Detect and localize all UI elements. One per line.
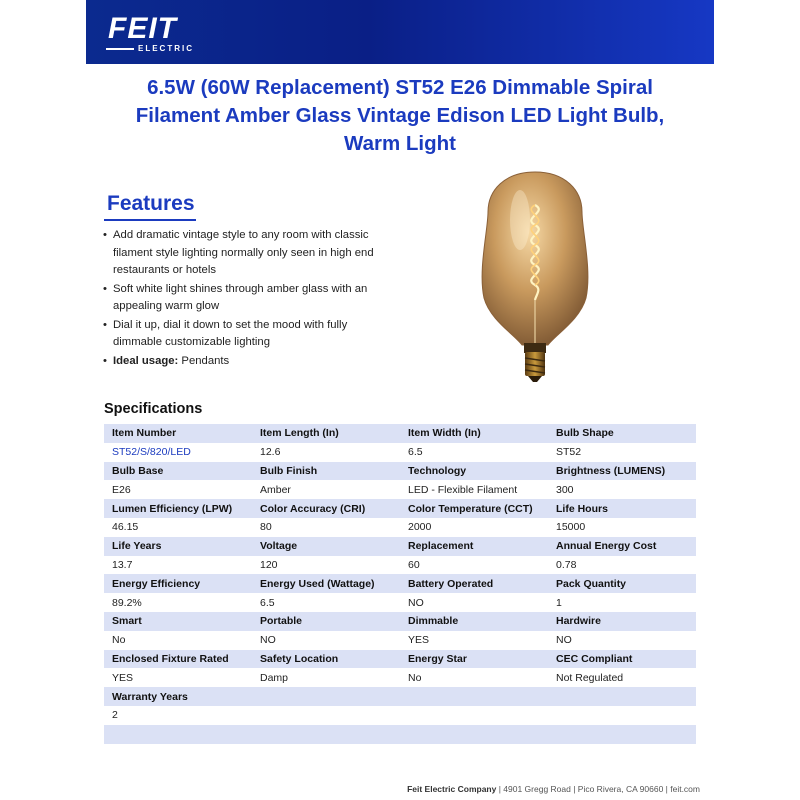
spec-value <box>104 443 252 462</box>
spec-label: Item Length (In) <box>252 424 400 443</box>
spec-label: Bulb Base <box>104 462 252 481</box>
spec-label-row <box>104 574 696 593</box>
item-number-link[interactable]: ST52/S/820/LED <box>112 446 191 459</box>
spec-empty-row <box>104 725 696 744</box>
spec-value: 6.5 <box>252 593 400 612</box>
spec-label: Technology <box>400 462 548 481</box>
spec-value <box>548 706 696 725</box>
spec-value-row <box>104 706 696 725</box>
spec-value: E26 <box>104 480 252 499</box>
spec-label: Warranty Years <box>104 687 252 706</box>
spec-label: Energy Used (Wattage) <box>252 574 400 593</box>
page-footer <box>370 784 700 794</box>
spec-label: Enclosed Fixture Rated <box>104 650 252 669</box>
features-list <box>103 227 383 371</box>
spec-value: Not Regulated <box>548 668 696 687</box>
spec-value-row <box>104 631 696 650</box>
feit-logo[interactable] <box>108 12 194 53</box>
spec-label-row <box>104 612 696 631</box>
spec-value: 80 <box>252 518 400 537</box>
spec-label <box>548 687 696 706</box>
footer-address: | 4901 Gregg Road | Pico Rivera, CA 90660 | <box>496 784 671 794</box>
spec-value: NO <box>400 593 548 612</box>
spec-value: NO <box>548 631 696 650</box>
spec-label: Voltage <box>252 537 400 556</box>
spec-value: No <box>104 631 252 650</box>
spec-label: Color Temperature (CCT) <box>400 499 548 518</box>
spec-value: 46.15 <box>104 518 252 537</box>
title-line: 6.5W (60W Replacement) ST52 E26 Dimmable Spiral <box>147 76 653 99</box>
feature-text: Dial it up, dial it down to set the mood with fully dimmable customizable lighting <box>113 318 348 348</box>
spec-value-row <box>104 668 696 687</box>
feature-text: Soft white light shines through amber glass with an appealing warm glow <box>113 282 368 312</box>
spec-value-row <box>104 593 696 612</box>
feature-text: Pendants <box>178 354 230 367</box>
title-line: Filament Amber Glass Vintage Edison LED Light Bulb, <box>135 104 665 127</box>
spec-label: Annual Energy Cost <box>548 537 696 556</box>
spec-label: Energy Star <box>400 650 548 669</box>
title-line: Warm Light <box>344 132 456 155</box>
spec-value: No <box>400 668 548 687</box>
spec-label: Safety Location <box>252 650 400 669</box>
spec-value <box>252 706 400 725</box>
spec-label <box>400 687 548 706</box>
spec-value: 1 <box>548 593 696 612</box>
spec-value: LED - Flexible Filament <box>400 480 548 499</box>
spec-value-row <box>104 556 696 575</box>
spec-value: ST52 <box>548 443 696 462</box>
specifications-heading: Specifications <box>104 401 203 417</box>
spec-value: NO <box>252 631 400 650</box>
spec-value: 13.7 <box>104 556 252 575</box>
spec-value: 120 <box>252 556 400 575</box>
features-heading: Features <box>107 192 195 215</box>
spec-label: Life Hours <box>548 499 696 518</box>
product-title <box>100 74 700 158</box>
spec-label: Item Number <box>104 424 252 443</box>
spec-value: 300 <box>548 480 696 499</box>
amber-led-bulb-image <box>470 160 600 390</box>
spec-value <box>400 706 548 725</box>
specifications-table <box>104 424 696 744</box>
spec-value: 0.78 <box>548 556 696 575</box>
spec-label: Replacement <box>400 537 548 556</box>
spec-value: 60 <box>400 556 548 575</box>
footer-company: Feit Electric Company <box>407 784 497 794</box>
spec-value-row <box>104 518 696 537</box>
spec-label <box>252 687 400 706</box>
spec-label: Pack Quantity <box>548 574 696 593</box>
feature-item <box>103 353 383 371</box>
spec-label: Brightness (LUMENS) <box>548 462 696 481</box>
spec-label-row <box>104 424 696 443</box>
spec-value: 12.6 <box>252 443 400 462</box>
spec-value: 6.5 <box>400 443 548 462</box>
spec-value: 15000 <box>548 518 696 537</box>
spec-label: Bulb Finish <box>252 462 400 481</box>
feature-strong: Ideal usage: <box>113 354 179 367</box>
spec-value-row <box>104 480 696 499</box>
spec-label: Portable <box>252 612 400 631</box>
feature-item <box>103 227 383 280</box>
feature-item <box>103 317 383 352</box>
spec-label-row <box>104 687 696 706</box>
brand-header <box>86 0 714 64</box>
features-underline <box>104 219 196 221</box>
feature-item <box>103 281 383 316</box>
spec-label: Life Years <box>104 537 252 556</box>
spec-value-row <box>104 443 696 462</box>
feature-text: Add dramatic vintage style to any room with classic filament style lighting normally only seen in high end restaurants or hotels <box>113 229 374 276</box>
spec-value: YES <box>104 668 252 687</box>
footer-website-link[interactable]: feit.com <box>670 784 700 794</box>
spec-label-row <box>104 499 696 518</box>
spec-label: Item Width (In) <box>400 424 548 443</box>
spec-label: Dimmable <box>400 612 548 631</box>
spec-label: Battery Operated <box>400 574 548 593</box>
spec-label-row <box>104 537 696 556</box>
spec-label-row <box>104 462 696 481</box>
spec-label: Lumen Efficiency (LPW) <box>104 499 252 518</box>
spec-value: 2 <box>104 706 252 725</box>
logo-underline <box>106 48 134 50</box>
spec-label: Hardwire <box>548 612 696 631</box>
spec-value: Amber <box>252 480 400 499</box>
spec-value: 2000 <box>400 518 548 537</box>
spec-label: Energy Efficiency <box>104 574 252 593</box>
spec-label: Bulb Shape <box>548 424 696 443</box>
spec-label: CEC Compliant <box>548 650 696 669</box>
spec-value: Damp <box>252 668 400 687</box>
spec-label: Smart <box>104 612 252 631</box>
logo-subtitle: ELECTRIC <box>138 44 194 53</box>
logo-wordmark: FEIT <box>108 12 177 45</box>
spec-value: 89.2% <box>104 593 252 612</box>
spec-value: YES <box>400 631 548 650</box>
spec-label: Color Accuracy (CRI) <box>252 499 400 518</box>
spec-label-row <box>104 650 696 669</box>
